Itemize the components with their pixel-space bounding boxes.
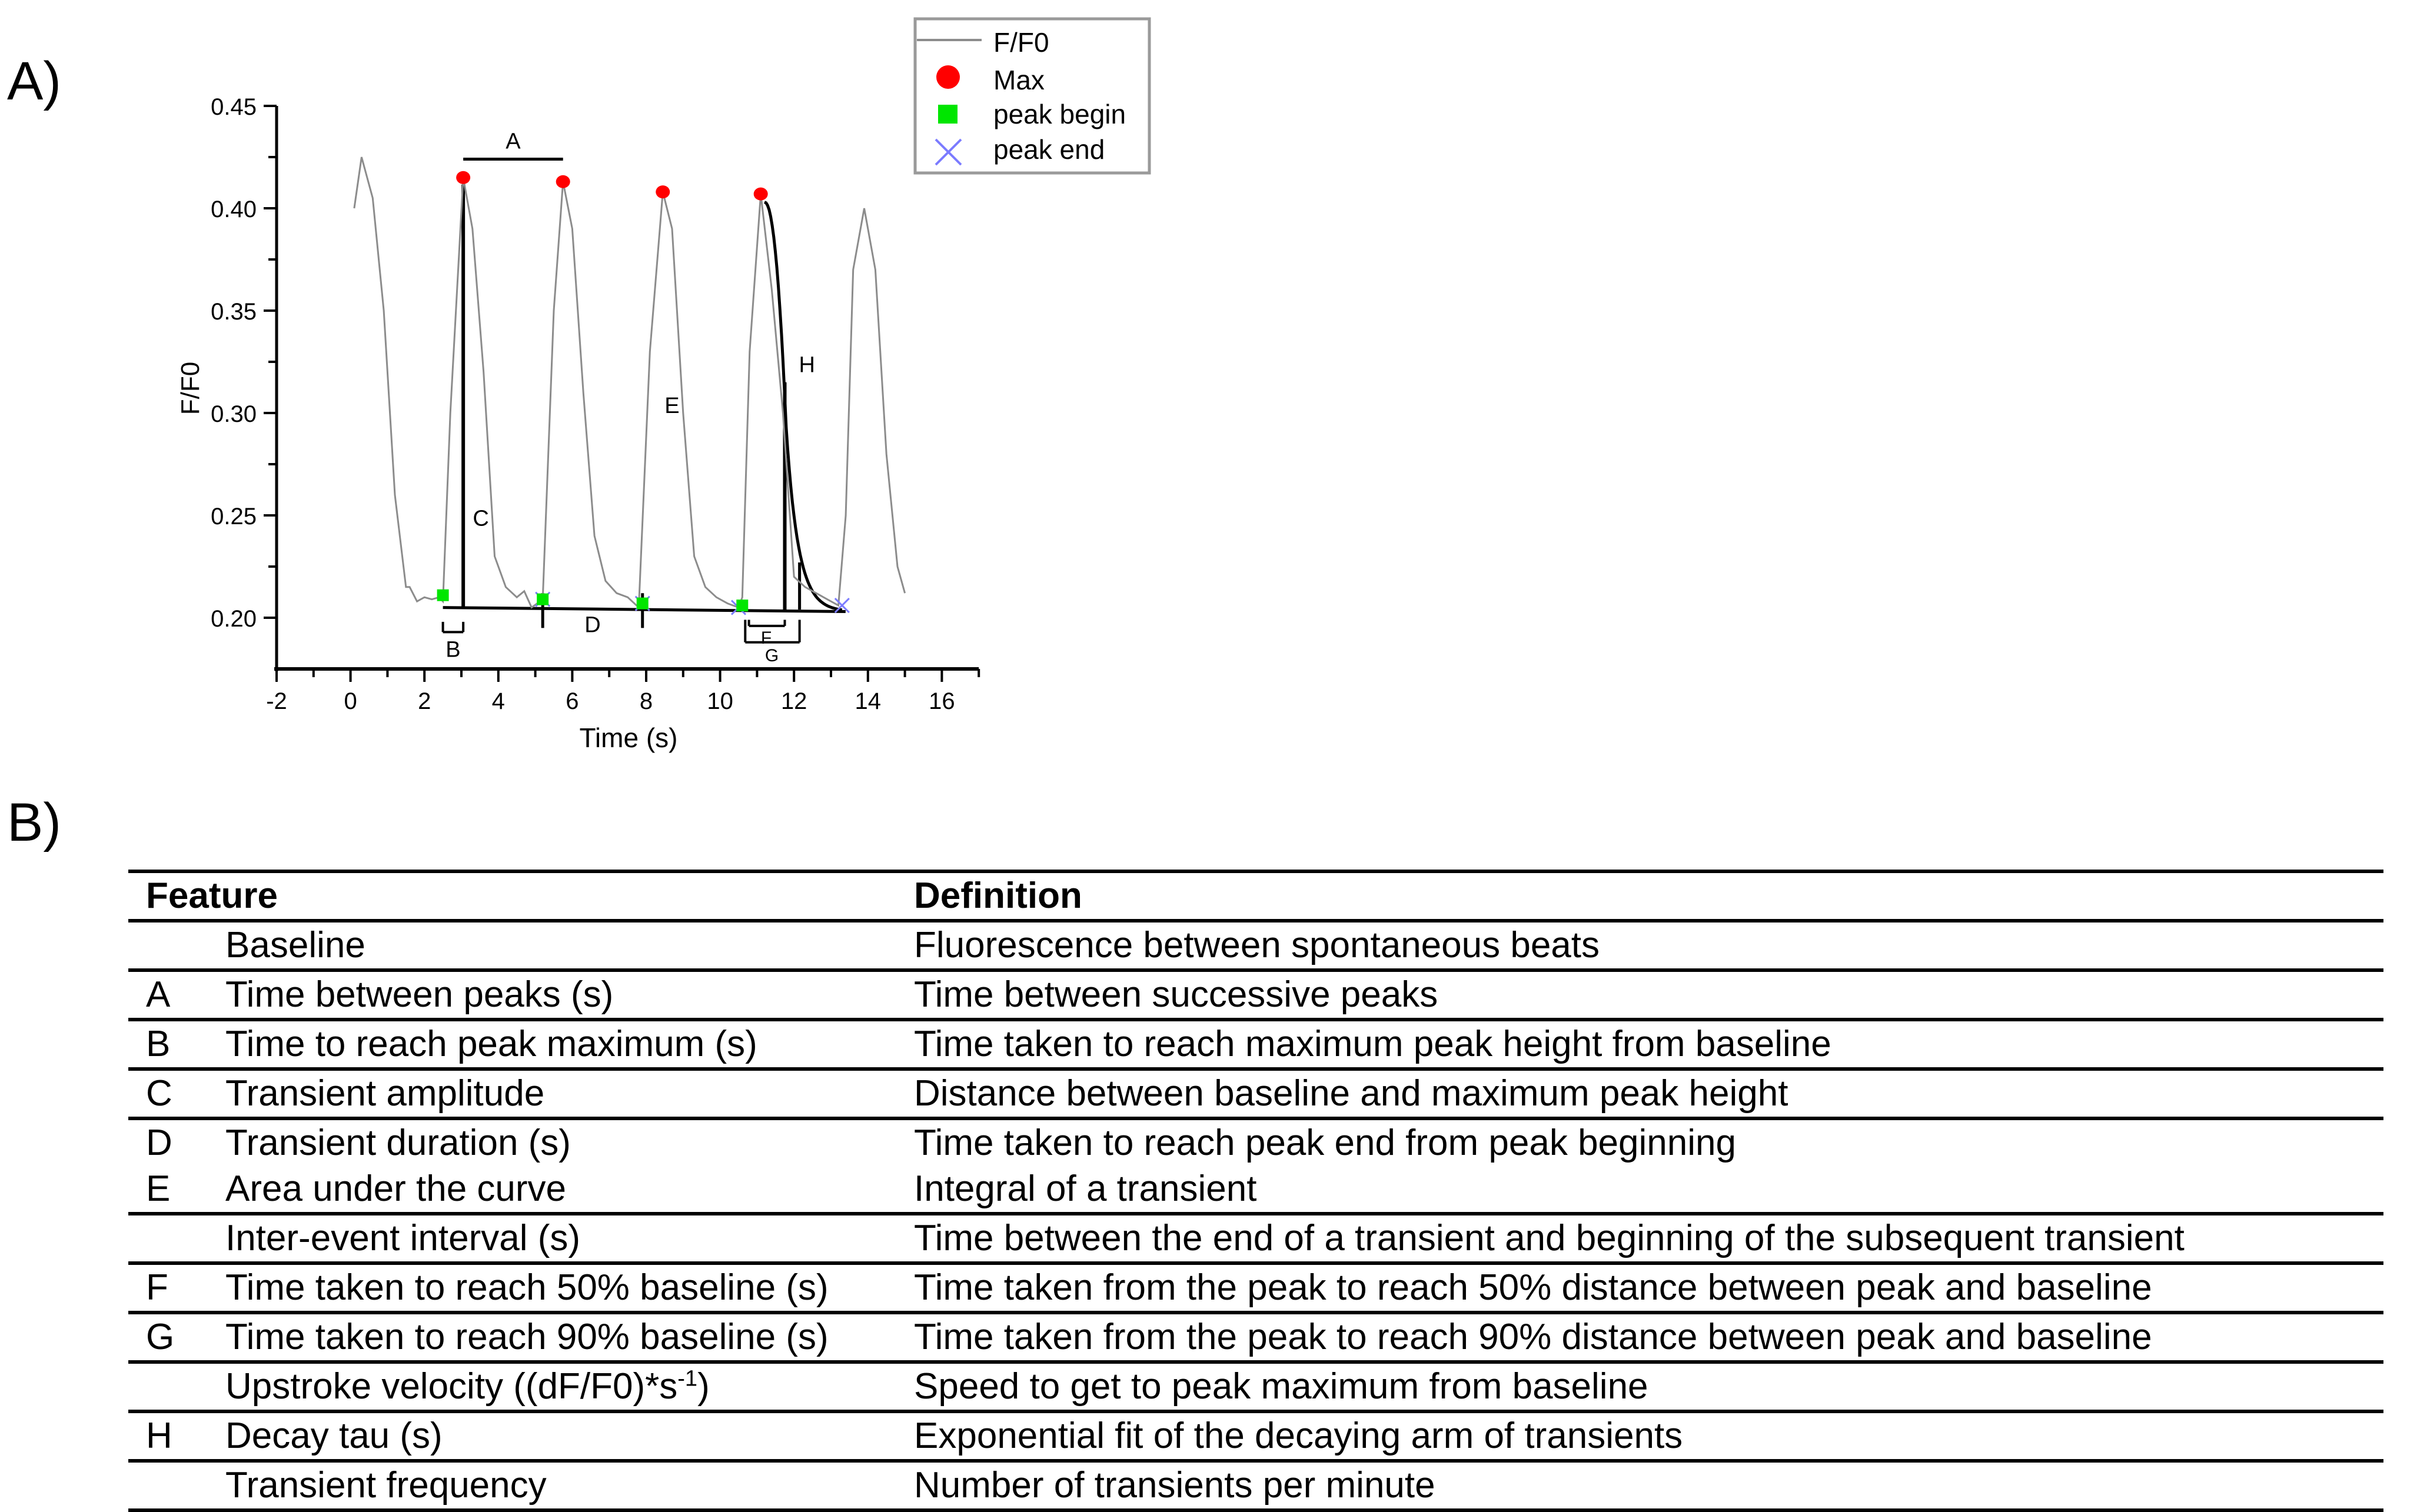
- legend-label-max: Max: [993, 65, 1045, 95]
- table-row: [128, 970, 2383, 1020]
- table-header-row: [128, 871, 2383, 921]
- feature-definition: Time taken to reach maximum peak height from baseline: [914, 1024, 1831, 1064]
- x-axis-label: Time (s): [579, 722, 678, 753]
- peak-max-circle-icon: [754, 188, 768, 201]
- legend-circle-icon: [936, 65, 960, 89]
- feature-key: F: [146, 1267, 168, 1308]
- feature-name: Time to reach peak maximum (s): [225, 1024, 757, 1064]
- table-row: [128, 1020, 2383, 1069]
- legend-label-peak-begin: peak begin: [993, 99, 1126, 129]
- annotation-c-label: C: [473, 506, 489, 531]
- feature-name-superscript: -1: [677, 1366, 698, 1391]
- panel-a-label: A): [7, 51, 61, 111]
- x-tick-label: 4: [491, 688, 505, 714]
- feature-definition: Time taken from the peak to reach 50% distance between peak and baseline: [914, 1267, 2152, 1308]
- feature-name: Transient amplitude: [225, 1073, 545, 1114]
- feature-name-tail: ): [697, 1366, 710, 1407]
- feature-key: B: [146, 1024, 171, 1064]
- x-tick-label: 2: [418, 688, 431, 714]
- y-tick-label: 0.25: [211, 504, 257, 529]
- feature-name: Decay tau (s): [225, 1416, 443, 1456]
- table-row: [128, 1166, 2383, 1214]
- feature-definition: Time taken from the peak to reach 90% distance between peak and baseline: [914, 1317, 2152, 1357]
- feature-definition: Distance between baseline and maximum peak height: [914, 1073, 1788, 1114]
- annotation-g-label: G: [764, 645, 779, 665]
- feature-name: [225, 1362, 914, 1411]
- table-row: [128, 1263, 2383, 1313]
- feature-name: Transient duration (s): [225, 1123, 571, 1163]
- y-tick-label: 0.20: [211, 606, 257, 632]
- feature-key: [128, 921, 225, 970]
- table-row: [128, 1069, 2383, 1118]
- event-markers: [437, 171, 849, 615]
- peak-begin-square-icon: [437, 590, 449, 601]
- feature-name-text: Upstroke velocity ((dF/F0)*s: [225, 1366, 678, 1407]
- legend-square-icon: [938, 105, 958, 124]
- peak-begin-square-icon: [537, 594, 548, 605]
- y-axis: [211, 94, 277, 671]
- table-row: [128, 921, 2383, 970]
- chart-legend: [915, 19, 1149, 173]
- feature-name: Transient frequency: [225, 1465, 547, 1506]
- feature-definition: Fluorescence between spontaneous beats: [914, 925, 1600, 965]
- y-tick-label: 0.35: [211, 299, 257, 325]
- feature-name: Time between peaks (s): [225, 974, 614, 1015]
- peak-max-circle-icon: [456, 171, 470, 184]
- x-tick-label: 14: [855, 688, 882, 714]
- peak-begin-square-icon: [736, 600, 748, 611]
- calcium-transient-chart: [0, 0, 1165, 777]
- x-tick-label: 10: [707, 688, 733, 714]
- feature-key: G: [146, 1317, 175, 1357]
- peak-max-circle-icon: [556, 175, 570, 188]
- table-row: [128, 1214, 2383, 1263]
- x-tick-label: -2: [266, 688, 287, 714]
- feature-definition: Integral of a transient: [914, 1168, 1257, 1209]
- table-row: [128, 1461, 2383, 1510]
- peak-begin-square-icon: [637, 598, 649, 610]
- feature-name: Baseline: [225, 925, 365, 965]
- feature-key: H: [146, 1416, 172, 1456]
- y-tick-label: 0.40: [211, 197, 257, 222]
- feature-key: D: [146, 1123, 172, 1163]
- annotation-f-label: F: [760, 628, 772, 648]
- x-tick-label: 6: [566, 688, 579, 714]
- y-tick-label: 0.45: [211, 94, 257, 120]
- legend-label-peak-end: peak end: [993, 134, 1105, 165]
- feature-key: [128, 1362, 225, 1411]
- table-row: [128, 1118, 2383, 1166]
- x-tick-label: 16: [929, 688, 955, 714]
- feature-key: [128, 1214, 225, 1263]
- feature-definition: Exponential fit of the decaying arm of transients: [914, 1416, 1683, 1456]
- feature-key: A: [146, 974, 171, 1015]
- feature-name: Inter-event interval (s): [225, 1218, 580, 1258]
- table-body: [128, 921, 2383, 1510]
- peak-max-circle-icon: [656, 185, 670, 198]
- feature-name: Area under the curve: [225, 1168, 567, 1209]
- x-axis: [266, 669, 979, 714]
- feature-definition: Speed to get to peak maximum from baseline: [914, 1366, 1648, 1407]
- feature-key: E: [146, 1168, 171, 1209]
- legend-label-ff0: F/F0: [993, 27, 1049, 58]
- definition-column-header: Definition: [914, 875, 1082, 916]
- feature-name: Time taken to reach 50% baseline (s): [225, 1267, 829, 1308]
- y-tick-label: 0.30: [211, 401, 257, 427]
- feature-definition: Number of transients per minute: [914, 1465, 1435, 1506]
- annotation-d-label: D: [584, 612, 601, 638]
- table-row: [128, 1313, 2383, 1362]
- x-tick-label: 8: [639, 688, 653, 714]
- x-tick-label: 0: [344, 688, 357, 714]
- feature-definition: Time between the end of a transient and beginning of the subsequent transient: [914, 1218, 2185, 1258]
- feature-definition-table: [128, 870, 2383, 1512]
- feature-key: C: [146, 1073, 172, 1114]
- annotation-b-label: B: [446, 637, 461, 662]
- annotation-a-label: A: [506, 129, 521, 154]
- annotation-h-label: H: [799, 352, 815, 378]
- table-row: [128, 1362, 2383, 1411]
- feature-name: Time taken to reach 90% baseline (s): [225, 1317, 829, 1357]
- y-axis-label: F/F0: [176, 361, 205, 415]
- feature-column-header: Feature: [146, 875, 278, 916]
- annotation-e-label: E: [664, 394, 680, 418]
- x-tick-label: 12: [780, 688, 807, 714]
- feature-definition: Time taken to reach peak end from peak beginning: [914, 1123, 1736, 1163]
- annotation-overlay: [443, 129, 846, 665]
- table-row: [128, 1411, 2383, 1461]
- feature-definition: Time between successive peaks: [914, 974, 1438, 1015]
- panel-b-label: B): [7, 792, 61, 852]
- ff0-trace-line: [354, 157, 905, 608]
- feature-key: [128, 1461, 225, 1510]
